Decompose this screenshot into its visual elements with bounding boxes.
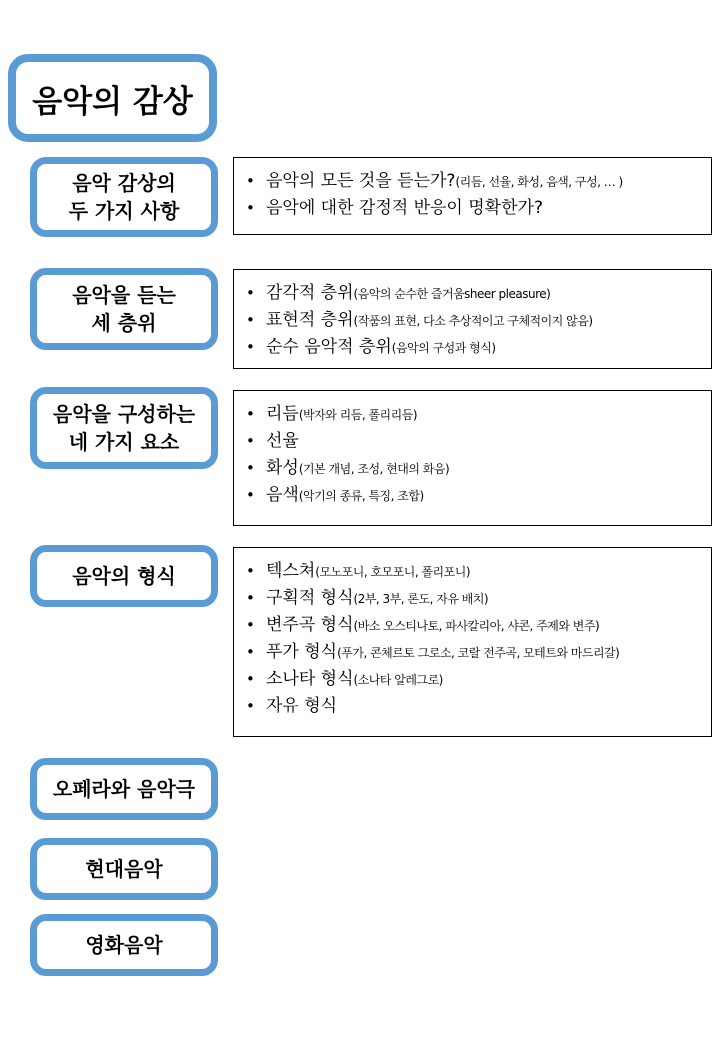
bullet-icon: • — [246, 616, 255, 634]
list-item: • 음색(악기의 종류, 특징, 조합) — [246, 482, 707, 509]
section-label-line: 음악을 듣는 — [72, 283, 176, 307]
list-item: • 소나타 형식(소나타 알레그로) — [246, 666, 707, 693]
section-label-line: 네 가지 요소 — [68, 430, 180, 454]
section-panel-appreciation-points — [233, 157, 712, 235]
list-item: • 감각적 층위(음악의 순수한 즐거움sheer pleasure) — [246, 280, 707, 307]
bullet-icon: • — [246, 486, 255, 504]
section-label-listening-levels — [30, 268, 218, 350]
bullet-icon: • — [246, 562, 255, 580]
section-label-music-elements — [30, 387, 218, 469]
bullet-icon: • — [246, 311, 255, 329]
page-title: 음악의 감상 — [8, 54, 217, 142]
list-item: • 자유 형식 — [246, 693, 707, 720]
bullet-icon: • — [246, 432, 255, 450]
section-label-film-music: 영화음악 — [30, 914, 218, 976]
list-item: • 텍스쳐(모노포니, 호모포니, 폴리포니) — [246, 558, 707, 585]
section-label-line: 두 가지 사항 — [68, 199, 180, 223]
list-item: • 음악에 대한 감정적 반응이 명확한가? — [246, 195, 707, 222]
section-label-modern-music: 현대음악 — [30, 838, 218, 900]
section-panel-music-forms — [233, 547, 712, 737]
list-item: • 변주곡 형식(바소 오스티나토, 파사칼리아, 샤콘, 주제와 변주) — [246, 612, 707, 639]
section-panel-music-elements — [233, 390, 712, 526]
list-item: • 화성(기본 개념, 조성, 현대의 화음) — [246, 455, 707, 482]
bullet-icon: • — [246, 670, 255, 688]
bullet-icon: • — [246, 589, 255, 607]
section-label-opera: 오페라와 음악극 — [30, 758, 218, 820]
list-item: • 선율 — [246, 428, 707, 455]
section-label-music-forms — [30, 545, 218, 607]
bullet-icon: • — [246, 284, 255, 302]
bullet-icon: • — [246, 172, 255, 190]
bullet-icon: • — [246, 338, 255, 356]
bullet-icon: • — [246, 697, 255, 715]
list-item: • 순수 음악적 층위(음악의 구성과 형식) — [246, 334, 707, 361]
list-item: • 표현적 층위(작품의 표현, 다소 추상적이고 구체적이지 않음) — [246, 307, 707, 334]
section-label-appreciation-points — [30, 157, 218, 237]
section-label-line: 음악의 형식 — [72, 564, 176, 588]
list-item: • 음악의 모든 것을 듣는가?(리듬, 선율, 화성, 음색, 구성, … ) — [246, 168, 707, 195]
list-item: • 푸가 형식(푸가, 콘체르토 그로소, 코랄 전주곡, 모테트와 마드리갈) — [246, 639, 707, 666]
bullet-icon: • — [246, 199, 255, 217]
bullet-icon: • — [246, 643, 255, 661]
section-label-line: 음악 감상의 — [72, 171, 176, 195]
bullet-icon: • — [246, 405, 255, 423]
section-label-line: 음악을 구성하는 — [52, 402, 196, 426]
list-item: • 구획적 형식(2부, 3부, 론도, 자유 배치) — [246, 585, 707, 612]
section-label-line: 세 층위 — [91, 311, 157, 335]
section-panel-listening-levels — [233, 269, 712, 369]
list-item: • 리듬(박자와 리듬, 폴리리듬) — [246, 401, 707, 428]
bullet-icon: • — [246, 459, 255, 477]
